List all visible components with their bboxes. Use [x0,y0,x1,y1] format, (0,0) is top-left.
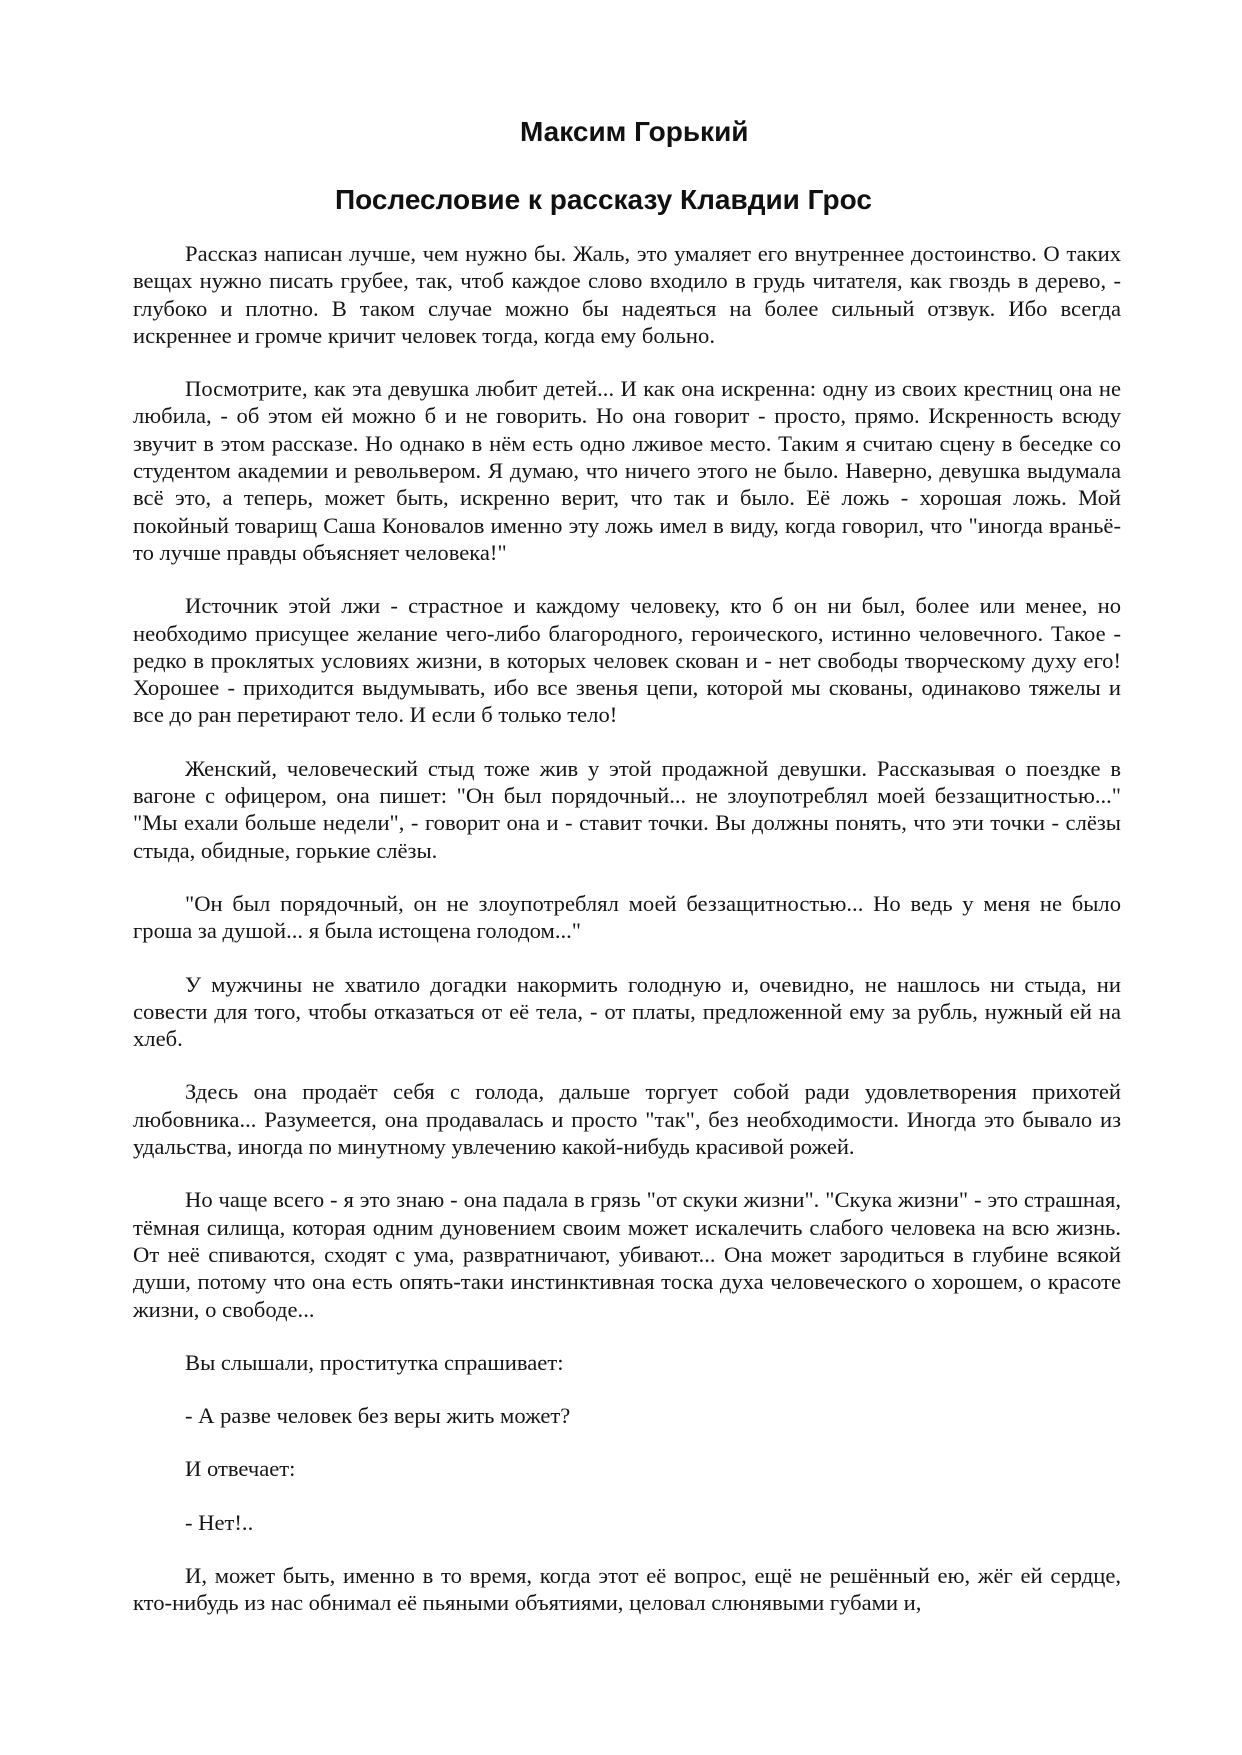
paragraph: Женский, человеческий стыд тоже жив у этой продажной девушки. Рассказывая о поездке в вагоне с офицером, она пишет: "Он был порядочный... не злоупотреблял моей беззащитностью..." "Мы ехали больше недели", - говорит она и - ставит точки. Вы должны понять, что эти точки - слёзы стыда, обидные, горькие слёзы. [133,755,1121,863]
paragraph: Но чаще всего - я это знаю - она падала в грязь "от скуки жизни". "Скука жизни" - это страшная, тёмная силища, которая одним дуновением своим может искалечить слабого человека на всю жизнь. От неё спиваются, сходят с ума, развратничают, убивают... Она может зародиться в глубине всякой души, потому что она есть опять-таки инстинктивная тоска духа человеческого о хорошем, о красоте жизни, о свободе... [133,1187,1121,1322]
paragraph: - А разве человек без веры жить может? [185,1403,571,1429]
document-body [133,240,1121,1617]
paragraph: И, может быть, именно в то время, когда этот её вопрос, ещё не решённый ею, жёг ей сердце, кто-нибудь из нас обнимал её пьяными объятиями, целовал слюнявыми губами и, [133,1562,1121,1616]
paragraph: Рассказ написан лучше, чем нужно бы. Жаль, это умаляет его внутреннее достоинство. О таких вещах нужно писать грубее, так, чтоб каждое слово входило в грудь читателя, как гвоздь в дерево, - глубоко и плотно. В таком случае можно бы надеяться на более сильный отзвук. Ибо всегда искреннее и громче кричит человек тогда, когда ему больно. [133,241,1121,348]
paragraph: Вы слышали, проститутка спрашивает: [185,1349,564,1375]
paragraph: У мужчины не хватило догадки накормить голодную и, очевидно, не нашлось ни стыда, ни совести для того, чтобы отказаться от её тела, - от платы, предложенной ему за рубль, нужный ей на хлеб. [133,971,1121,1052]
document-title: Послесловие к рассказу Клавдии Грос [335,184,872,215]
paragraph: Источник этой лжи - страстное и каждому человеку, кто б он ни был, более или менее, но необходимо присущее желание чего-либо благородного, героического, истинно человечного. Такое - редко в проклятых условиях жизни, в которых человек скован и - нет свободы творческому духу его! Хорошее - приходится выдумывать, ибо все звенья цепи, которой мы скованы, одинаково тяжелы и все до ран перетирают тело. И если б только тело! [133,593,1121,728]
paragraph: Здесь она продаёт себя с голода, дальше торгует собой ради удовлетворения прихотей любовника... Разумеется, она продавалась и просто "так", без необходимости. Иногда это бывало из удальства, иногда по минутному увлечению какой-нибудь красивой рожей. [133,1079,1121,1160]
paragraph: "Он был порядочный, он не злоупотреблял моей беззащитностью... Но ведь у меня не было гроша за душой... я была истощена голодом..." [133,890,1121,944]
paragraph: И отвечает: [185,1456,296,1482]
paragraph: Посмотрите, как эта девушка любит детей... И как она искренна: одну из своих крестниц она не любила, - об этом ей можно б и не говорить. Но она говорит - просто, прямо. Искренность всюду звучит в этом рассказе. Но однако в нём есть одно лживое место. Таким я считаю сцену в беседке со студентом академии и револьвером. Я думаю, что ничего этого не было. Наверно, девушка выдумала всё это, а теперь, может быть, искренно верит, что так и было. Её ложь - хорошая ложь. Мой покойный товарищ Саша Коновалов именно эту ложь имел в виду, когда говорил, что "иногда враньё-то лучше правды объясняет человека!" [133,376,1121,565]
paragraph: - Нет!.. [185,1509,254,1535]
author-name: Максим Горький [520,116,749,147]
